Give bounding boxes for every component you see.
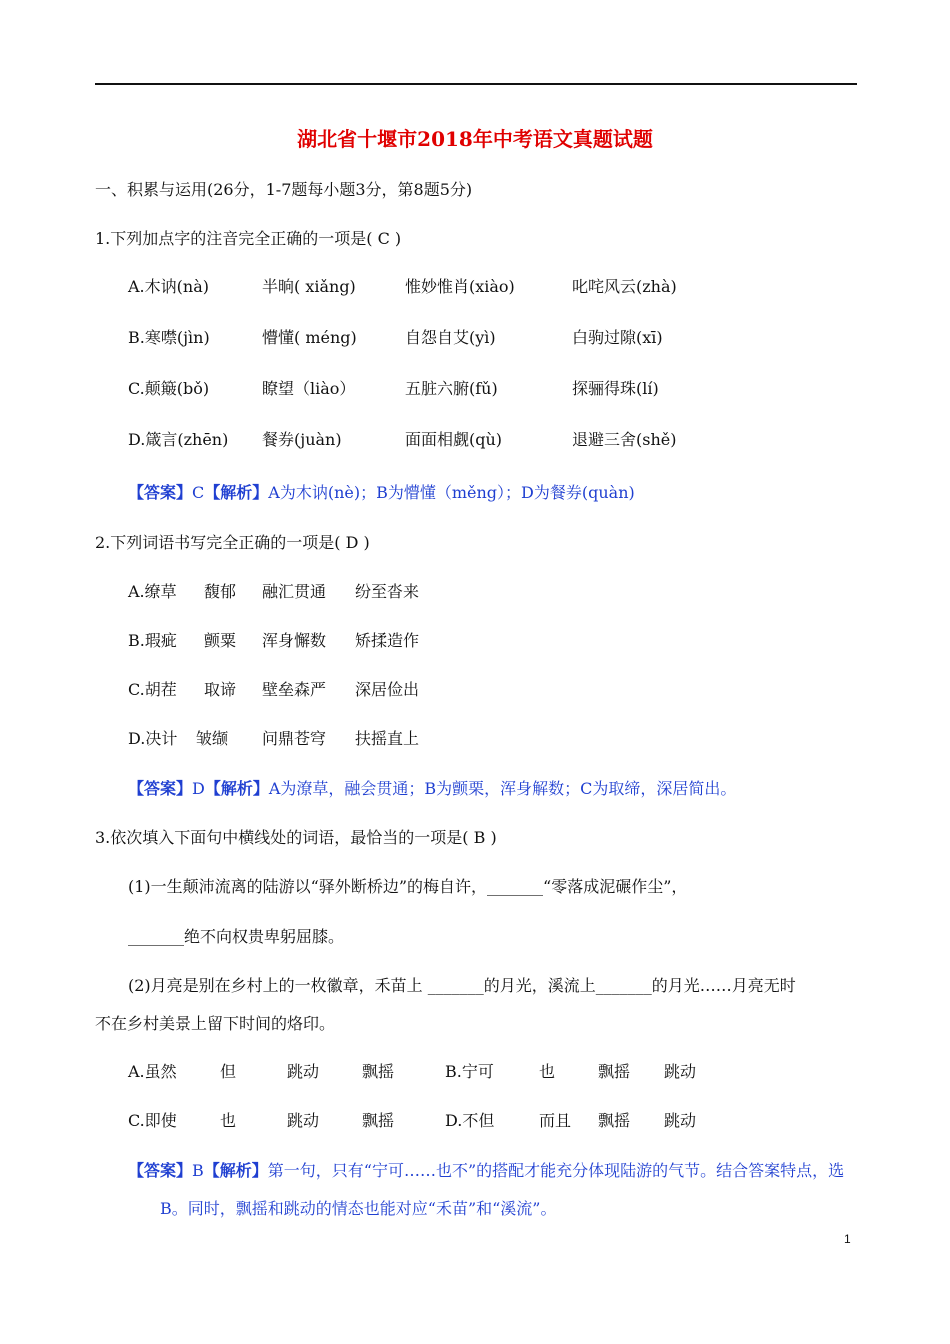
q2-d-2: 皱缬: [196, 729, 229, 748]
q1-d-1: D.箴言(zhēn): [128, 430, 229, 449]
q2-b-3: 浑身懈数: [262, 631, 327, 650]
q1-d-2: 餐券(juàn): [262, 430, 342, 449]
q2-b-4: 矫揉造作: [355, 631, 420, 650]
q2-stem: 2.下列词语书写完全正确的一项是( D ): [95, 533, 370, 552]
q2-d-1: D.决计: [128, 729, 178, 748]
q1-answer-letter: C: [192, 483, 205, 502]
q1-stem: 1.下列加点字的注音完全正确的一项是( C ): [95, 229, 402, 248]
q2-a-2: 馥郁: [204, 582, 237, 601]
q1-a-2: 半晌( xiǎng): [262, 277, 356, 296]
q3-c-2: 也: [220, 1111, 237, 1130]
q3-b-2: 也: [539, 1062, 556, 1081]
q1-b-1: B.寒噤(jìn): [128, 328, 210, 347]
q3-analysis-line2: B。同时，飘摇和跳动的情态也能对应“禾苗”和“溪流”。: [160, 1199, 557, 1218]
q3-a-4: 飘摇: [362, 1062, 395, 1081]
q1-c-3: 五脏六腑(fǔ): [405, 379, 498, 398]
q2-answer: [128, 779, 736, 799]
q2-c-3: 壁垒森严: [262, 680, 327, 699]
section-heading: 一、积累与运用(26分，1-7题每小题3分，第8题5分): [95, 180, 473, 199]
q3-b-3: 飘摇: [598, 1062, 631, 1081]
q2-analysis: A为潦草，融会贯通；B为颤栗，浑身解数；C为取缔，深居简出。: [268, 779, 737, 798]
q3-b-4: 跳动: [664, 1062, 697, 1081]
q3-a-1: A.虽然: [128, 1062, 177, 1081]
page-title: 湖北省十堰市2018年中考语文真题试题: [297, 127, 653, 151]
q3-answer-letter: B: [192, 1161, 204, 1180]
q2-a-4: 纷至沓来: [355, 582, 420, 601]
q1-answer-tag: 【答案】: [128, 483, 193, 502]
q2-b-1: B.瑕疵: [128, 631, 177, 650]
q3-sentence2-line2: 不在乡村美景上留下时间的烙印。: [95, 1014, 336, 1033]
q3-a-3: 跳动: [287, 1062, 320, 1081]
q2-a-3: 融汇贯通: [262, 582, 327, 601]
q1-c-4: 探骊得珠(lí): [572, 379, 659, 398]
q3-analysis-tag: 【解析】: [203, 1161, 268, 1180]
q3-analysis-line1: 第一句，只有“宁可……也不”的搭配才能充分体现陆游的气节。结合答案特点，选: [267, 1161, 845, 1180]
q3-sentence1-line2: _______绝不向权贵卑躬屈膝。: [128, 927, 345, 946]
q3-stem: 3.依次填入下面句中横线处的词语，最恰当的一项是( B ): [95, 828, 497, 847]
q2-d-3: 问鼎苍穹: [262, 729, 327, 748]
q1-a-4: 叱咤风云(zhà): [572, 277, 677, 296]
q2-analysis-tag: 【解析】: [204, 779, 269, 798]
q3-c-1: C.即使: [128, 1111, 177, 1130]
q1-analysis: A为木讷(nè)；B为懵懂（měng）；D为餐券(quàn): [268, 483, 635, 502]
q3-d-1: D.不但: [445, 1111, 495, 1130]
q1-b-3: 自怨自艾(yì): [405, 328, 496, 347]
q1-d-3: 面面相觑(qù): [405, 430, 503, 449]
q1-b-2: 懵懂( méng): [262, 328, 357, 347]
q3-answer: [128, 1161, 844, 1181]
q3-answer-tag: 【答案】: [128, 1161, 193, 1180]
q3-d-4: 跳动: [664, 1111, 697, 1130]
q3-c-4: 飘摇: [362, 1111, 395, 1130]
q1-d-4: 退避三舍(shě): [572, 430, 677, 449]
q1-a-3: 惟妙惟肖(xiào): [405, 277, 515, 296]
q2-d-4: 扶摇直上: [355, 729, 420, 748]
q2-answer-tag: 【答案】: [128, 779, 193, 798]
q2-answer-letter: D: [192, 779, 205, 798]
q3-c-3: 跳动: [287, 1111, 320, 1130]
q3-sentence1-line1: (1)一生颠沛流离的陆游以“驿外断桥边”的梅自许，_______“零落成泥碾作尘”，: [128, 877, 688, 896]
q1-b-4: 白驹过隙(xī): [572, 328, 663, 347]
q2-c-1: C.胡茬: [128, 680, 177, 699]
q2-a-1: A.缭草: [128, 582, 177, 601]
q2-b-2: 颤粟: [204, 631, 237, 650]
q1-c-1: C.颠簸(bǒ): [128, 379, 210, 398]
page-number: 1: [844, 1232, 851, 1246]
q1-analysis-tag: 【解析】: [204, 483, 269, 502]
q3-b-1: B.宁可: [445, 1062, 494, 1081]
header-rule: [95, 83, 857, 85]
q3-sentence2-line1: (2)月亮是别在乡村上的一枚徽章，禾苗上 _______的月光，溪流上_______的月光……月亮无时: [128, 976, 796, 995]
q1-answer: [128, 483, 635, 503]
q1-a-1: A.木讷(nà): [128, 277, 209, 296]
q3-d-3: 飘摇: [598, 1111, 631, 1130]
q2-c-2: 取谛: [204, 680, 237, 699]
q2-c-4: 深居俭出: [355, 680, 420, 699]
q1-c-2: 瞭望（liào）: [262, 379, 356, 398]
q3-d-2: 而且: [539, 1111, 572, 1130]
q3-a-2: 但: [220, 1062, 237, 1081]
